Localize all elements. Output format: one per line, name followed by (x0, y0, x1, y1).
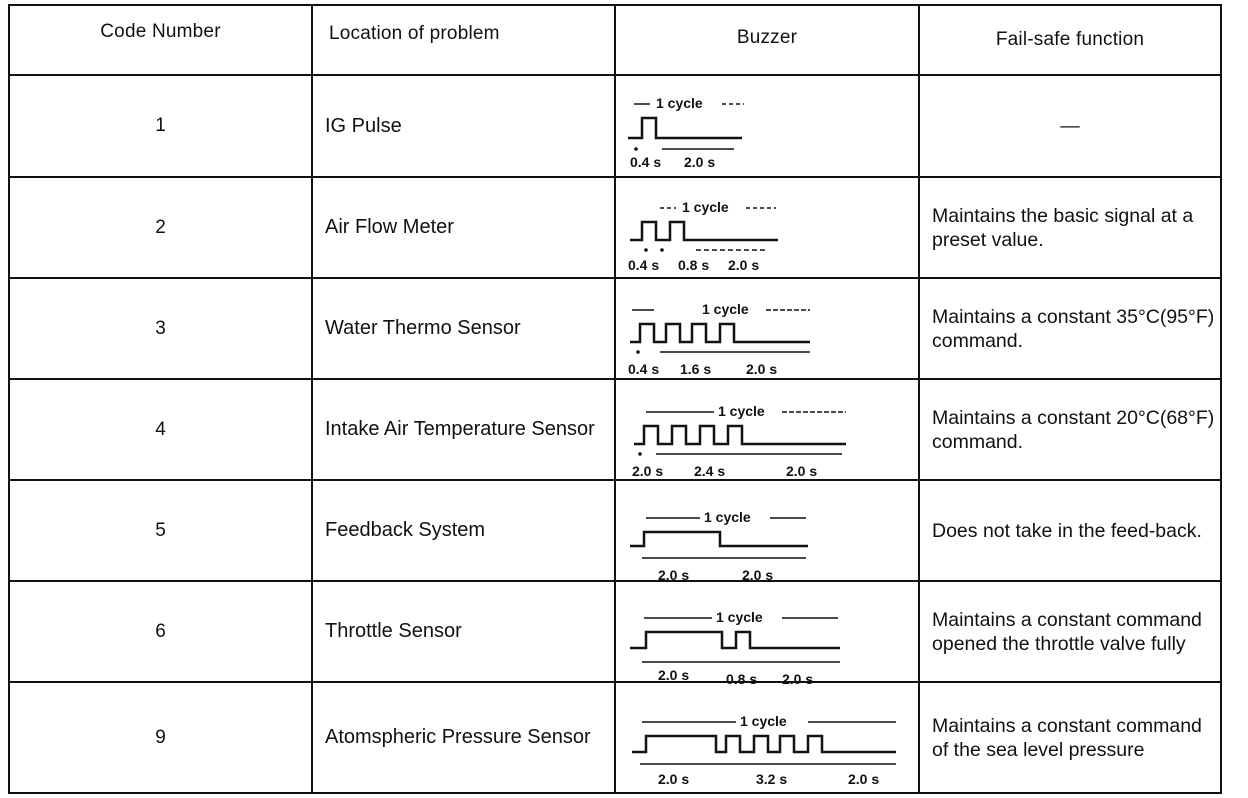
buzzer-diagram (616, 496, 916, 582)
failsafe-cell: — (1060, 115, 1080, 137)
timing-label: 0.8 s (678, 257, 710, 273)
timing-label: 2.0 s (658, 667, 690, 683)
timing-label: 0.4 s (628, 361, 660, 377)
timing-label: 2.0 s (848, 771, 880, 787)
cycle-label: 1 cycle (740, 713, 787, 729)
location-cell: Atomspheric Pressure Sensor (325, 726, 591, 748)
buzzer-diagram (616, 394, 916, 480)
cycle-label: 1 cycle (682, 199, 729, 215)
cycle-label: 1 cycle (656, 95, 703, 111)
table-border-right (1220, 4, 1222, 794)
code-number-cell: 3 (155, 317, 166, 339)
header-code-number: Code Number (100, 21, 221, 42)
timing-label: 2.0 s (684, 154, 716, 170)
timing-label: 2.0 s (658, 567, 690, 582)
cycle-label: 1 cycle (716, 609, 763, 625)
buzzer-diagram (616, 596, 916, 688)
header-location: Location of problem (329, 23, 500, 44)
location-cell: Water Thermo Sensor (325, 317, 521, 339)
cycle-label: 1 cycle (718, 403, 765, 419)
timing-label: 0.4 s (628, 257, 660, 273)
code-number-cell: 9 (155, 726, 166, 748)
failsafe-cell: Maintains a constant command of the sea level pressure (932, 714, 1202, 761)
cycle-label: 1 cycle (702, 301, 749, 317)
failsafe-cell: Maintains a constant command opened the throttle valve fully (932, 608, 1202, 655)
trouble-code-table (8, 4, 1222, 794)
buzzer-diagram (616, 294, 916, 380)
buzzer-diagram (622, 88, 912, 176)
failsafe-cell: Maintains a constant 35°C(95°F) command. (932, 305, 1215, 352)
buzzer-diagram (616, 700, 916, 790)
failsafe-cell: Does not take in the feed-back. (932, 519, 1202, 542)
timing-label: 0.4 s (630, 154, 662, 170)
timing-label: 2.0 s (632, 463, 664, 479)
location-cell: Feedback System (325, 519, 486, 541)
timing-label: 2.0 s (728, 257, 760, 273)
timing-label: 1.6 s (680, 361, 712, 377)
buzzer-diagram (616, 192, 916, 278)
table-border-bottom (8, 792, 1222, 794)
timing-label: 2.4 s (694, 463, 726, 479)
timing-label: 3.2 s (756, 771, 788, 787)
code-number-cell: 5 (155, 519, 166, 541)
failsafe-cell: Maintains the basic signal at a preset value. (932, 204, 1194, 251)
timing-label: 2.0 s (782, 671, 814, 687)
timing-label: 2.0 s (742, 567, 774, 582)
location-cell: Air Flow Meter (325, 216, 454, 238)
location-cell: IG Pulse (325, 114, 402, 137)
code-number-cell: 1 (155, 115, 166, 136)
location-cell: Throttle Sensor (325, 620, 462, 642)
timing-label: 0.8 s (726, 671, 758, 687)
code-number-cell: 6 (155, 620, 166, 642)
timing-label: 2.0 s (658, 771, 690, 787)
code-number-cell: 2 (155, 216, 166, 238)
timing-label: 2.0 s (746, 361, 778, 377)
header-buzzer: Buzzer (736, 27, 798, 48)
timing-label: 2.0 s (786, 463, 818, 479)
cycle-label: 1 cycle (704, 509, 751, 525)
code-number-cell: 4 (155, 418, 166, 440)
failsafe-cell: Maintains a constant 20°C(68°F) command. (932, 406, 1215, 453)
header-failsafe: Fail-safe function (995, 29, 1145, 50)
location-cell: Intake Air Temperature Sensor (325, 418, 595, 440)
